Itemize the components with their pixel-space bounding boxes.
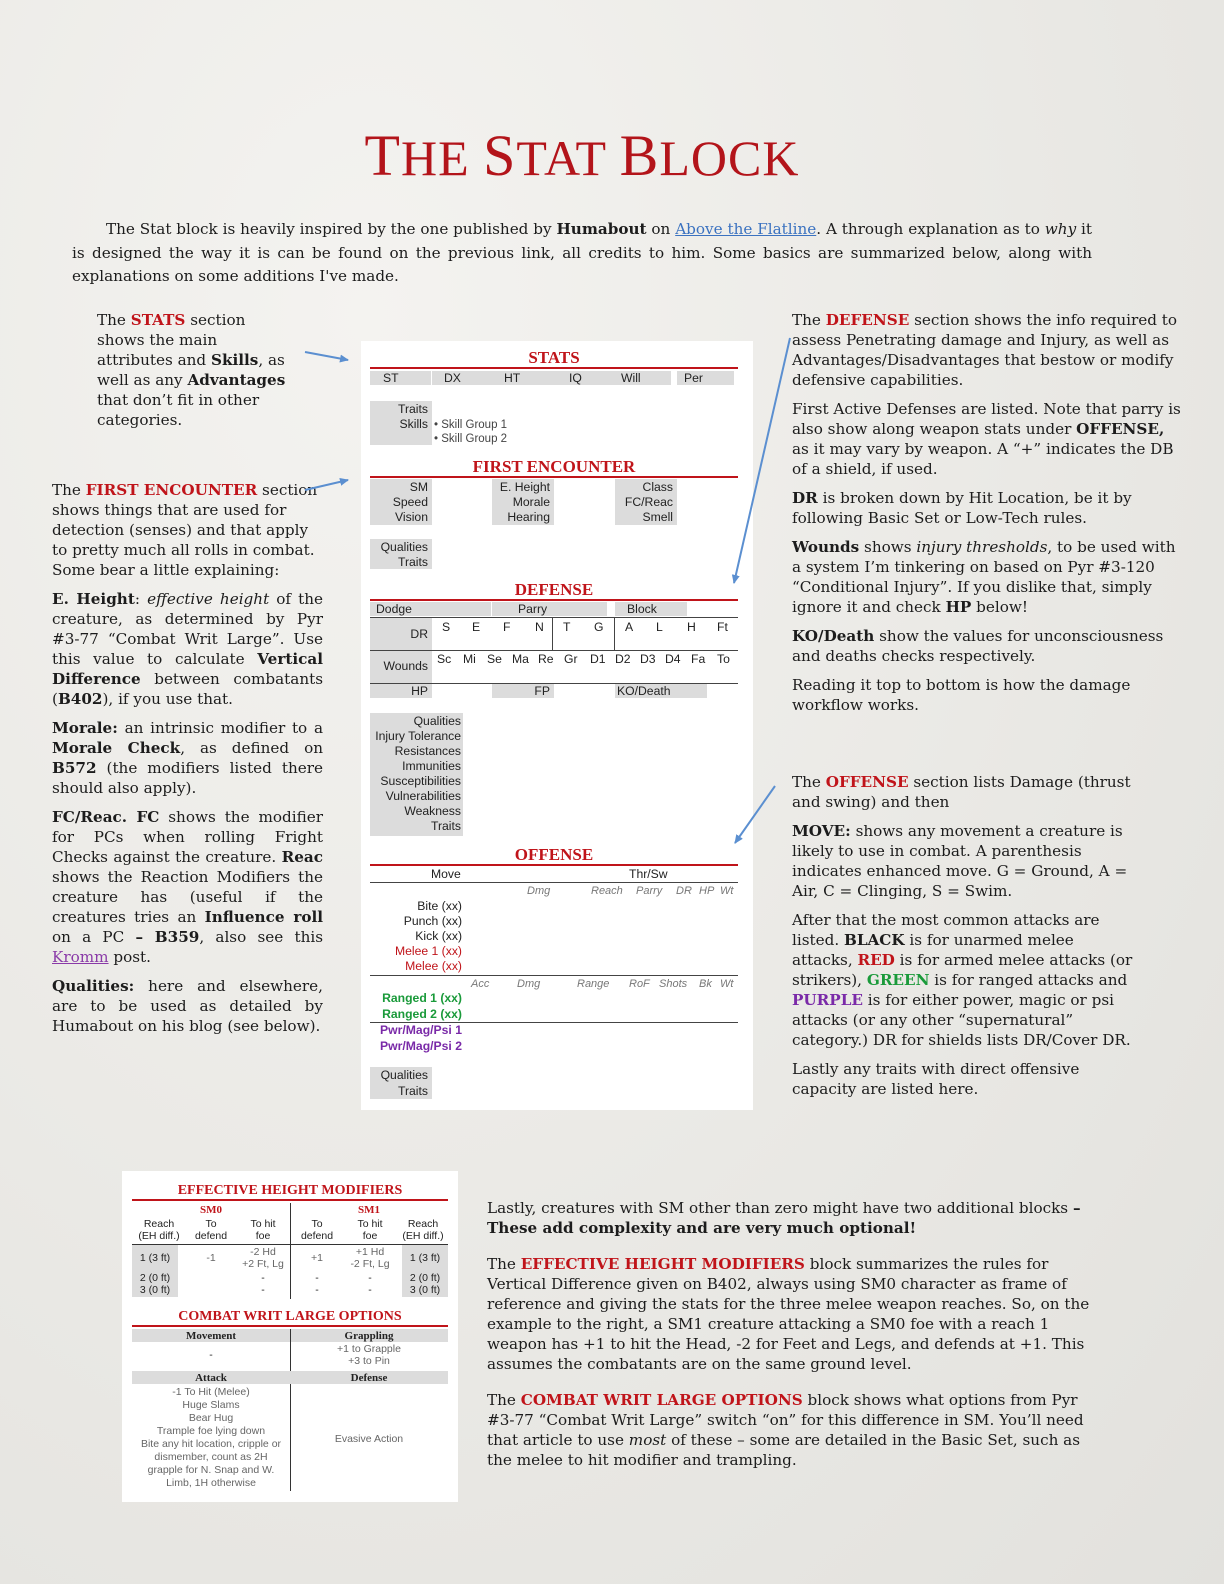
- r1-hit-b: +2 Ft, Lg: [242, 1258, 284, 1270]
- kodeath-label: KO/Death: [615, 684, 707, 698]
- skill-group-2: • Skill Group 2: [434, 433, 508, 445]
- attack-label: Attack: [195, 1372, 227, 1384]
- def-injury-tolerance: Injury Tolerance: [375, 729, 461, 743]
- eh-line: [132, 1244, 448, 1245]
- c0-defend: defend: [194, 1230, 228, 1242]
- mh-parry: Parry: [636, 885, 663, 897]
- movement-label: Movement: [185, 1330, 237, 1342]
- r1-hit1-b: -2 Ft, Lg: [350, 1258, 390, 1270]
- w-col-sc: Sc: [437, 652, 452, 666]
- defense-note: The DEFENSE section shows the info required to assess Penetrating damage and Injury, as well as Advantages/Disadvantages that bestow or modify defensive capabilities. First Active Defenses are listed. Note that parry is also show along weapon stats under OFFENSE, as it may vary by weapon. A “+” indicates the DB of a shield, if used. DR is broken down by Hit Location, be it by following Basic Set or Low-Tech rules. Wounds shows injury thresholds, to be used with a system I’m tinkering on based on Pyr #3-120 “Conditional Injury”. If you dislike that, simply ignore it and check HP below! KO/Death show the values for unconsciousness and deaths checks respectively. Reading it top to bottom is how the damage workflow works.: [792, 311, 1181, 714]
- arrow-offense: [735, 786, 775, 843]
- w-col-ma: Ma: [512, 652, 529, 666]
- arrow-defense: [734, 338, 790, 583]
- bottom-note: Lastly, creatures with SM other than zero might have two additional blocks – These add complexity and are very much optional! The EFFECTIVE HEIGHT MODIFIERS block summarizes the rules for Vertical Difference given on B402, always using SM0 character as frame of reference and giving the stats for the three melee weapon reaches. So, on the example to the right, a SM1 creature attacking a SM0 foe with a reach 1 weapon has +1 to hit the Head, -2 for Feet and Legs, and defends at +1. This assumes the combatants are on the same ground level. The COMBAT WRIT LARGE OPTIONS block shows what options from Pyr #3-77 “Combat Writ Large” switch “on” for this difference in SM. You’ll need that article to use most of these – some are detailed in the Basic Set, such as the melee to hit modifier and trampling.: [487, 1199, 1090, 1469]
- eh-heading: EFFECTIVE HEIGHT MODIFIERS: [132, 1183, 448, 1201]
- r1-hit1-a: +1 Hd: [355, 1246, 385, 1258]
- dr-col-t: T: [563, 620, 571, 634]
- offense-heading: OFFENSE: [370, 845, 738, 866]
- r1-reach1: 1 (3 ft): [409, 1252, 441, 1264]
- w-col-d1: D1: [590, 652, 606, 666]
- move-label: Move: [431, 867, 461, 881]
- off-qualities: Qualities: [380, 1068, 428, 1082]
- qualities-label: Qualities: [380, 540, 428, 554]
- stats-note: The STATS section shows the main attributes and Skills, as well as any Advantages that don’t fit in other categories.: [97, 311, 286, 429]
- r1-def1: +1: [311, 1252, 323, 1264]
- mh-dmg: Dmg: [527, 885, 551, 897]
- dr-col-l: L: [656, 620, 663, 634]
- defense-value: Evasive Action: [334, 1433, 404, 1445]
- c1-foe: foe: [362, 1230, 378, 1242]
- wounds-label: Wounds: [383, 659, 428, 673]
- c1-to: To: [311, 1218, 323, 1230]
- w-col-to: To: [717, 652, 730, 666]
- attr-per: Per: [677, 371, 734, 385]
- atk-6: dismember, count as 2H: [154, 1451, 268, 1463]
- grappling-label: Grappling: [344, 1330, 394, 1342]
- eheight-label: E. Height: [499, 480, 550, 494]
- r3-reach1: 3 (0 ft): [409, 1284, 441, 1296]
- rh-bk: Bk: [699, 978, 712, 990]
- fcreac-label: FC/Reac: [624, 495, 673, 509]
- dr-label: DR: [410, 627, 428, 641]
- skill-group-1: • Skill Group 1: [434, 419, 508, 431]
- sm0-label: SM0: [200, 1204, 222, 1216]
- c0-to: To: [205, 1218, 217, 1230]
- rh-acc: Acc: [471, 978, 490, 990]
- morale-label: Morale: [512, 495, 550, 509]
- r3-hit: -: [261, 1284, 265, 1296]
- attr-will: Will: [615, 371, 671, 385]
- w-col-se: Se: [487, 652, 502, 666]
- rh-range: Range: [577, 978, 610, 990]
- c1-tohit: To hit: [357, 1218, 383, 1230]
- r1-reach: 1 (3 ft): [139, 1252, 171, 1264]
- def-vulnerabilities: Vulnerabilities: [385, 789, 461, 803]
- atk-3: Bear Hug: [188, 1412, 234, 1424]
- mh-hp: HP: [699, 885, 715, 897]
- dr-col-f: F: [503, 620, 511, 634]
- page-title: THE STAT BLOCK: [364, 123, 800, 188]
- parry-label: Parry: [492, 602, 607, 616]
- traits-label: Traits: [397, 402, 428, 416]
- r3-reach: 3 (0 ft): [139, 1284, 171, 1296]
- c1-defend: defend: [300, 1230, 334, 1242]
- sm-label: SM: [409, 480, 428, 494]
- mh-reach: Reach: [591, 885, 623, 897]
- dr-col-ft: Ft: [717, 620, 728, 634]
- atk-1: -1 To Hit (Melee): [172, 1386, 250, 1398]
- atk-4: Trample foe lying down: [156, 1425, 266, 1437]
- defense-heading: DEFENSE: [370, 580, 738, 601]
- melee-1: Melee 1 (xx): [394, 944, 462, 958]
- melee-kick: Kick (xx): [415, 929, 462, 943]
- arrow-stats: [305, 352, 348, 360]
- atk-5: Bite any hit location, cripple or: [140, 1438, 282, 1450]
- rh-wt: Wt: [720, 978, 734, 990]
- w-col-gr: Gr: [564, 652, 578, 666]
- atk-2: Huge Slams: [182, 1399, 240, 1411]
- c0-reach: Reach: [143, 1218, 175, 1230]
- r1-hit-a: -2 Hd: [250, 1246, 276, 1258]
- c1-reach: Reach: [407, 1218, 439, 1230]
- attr-iq: IQ: [553, 371, 619, 385]
- dr-col-g: G: [594, 620, 604, 634]
- dr-col-e: E: [472, 620, 481, 634]
- smell-label: Smell: [642, 510, 673, 524]
- intro-paragraph: The Stat block is heavily inspired by the one published by Humabout on Above the Flatline. A through explanation as to why it is designed the way it is can be found on the previous link, all credits to him. Some basics are summarized below, along with explanations on some additions I've made.: [72, 220, 1092, 285]
- grapple-a: +1 to Grapple: [337, 1343, 401, 1355]
- dr-col-s: S: [442, 620, 451, 634]
- hearing-label: Hearing: [507, 510, 550, 524]
- c0-tohit: To hit: [250, 1218, 276, 1230]
- w-col-mi: Mi: [463, 652, 476, 666]
- grapple-b: +3 to Pin: [348, 1355, 390, 1367]
- melee-bite: Bite (xx): [417, 899, 462, 913]
- mh-wt: Wt: [720, 885, 734, 897]
- atk-7: grapple for N. Snap and W.: [147, 1464, 275, 1476]
- def-immunities: Immunities: [402, 759, 461, 773]
- def-weakness: Weakness: [404, 804, 461, 818]
- dr-col-a: A: [625, 620, 634, 634]
- above-the-flatline-link[interactable]: Above the Flatline: [675, 220, 817, 238]
- sm1-label: SM1: [358, 1204, 380, 1216]
- thrsw-label: Thr/Sw: [629, 867, 668, 881]
- def-qualities: Qualities: [413, 714, 461, 728]
- dr-col-n: N: [535, 620, 544, 634]
- dr-col-h: H: [687, 620, 696, 634]
- w-col-d3: D3: [640, 652, 656, 666]
- r3-hit1: -: [368, 1284, 372, 1296]
- pwr-2: Pwr/Mag/Psi 2: [380, 1039, 462, 1053]
- r1-def: -1: [206, 1252, 216, 1264]
- c1-ehdiff: (EH diff.): [402, 1230, 444, 1242]
- melee-2: Melee (xx): [405, 959, 462, 973]
- ranged-2: Ranged 2 (xx): [382, 1007, 462, 1021]
- attr-ht: HT: [492, 371, 554, 385]
- dodge-label: Dodge: [370, 602, 491, 616]
- rh-dmg: Dmg: [517, 978, 541, 990]
- r3-def1: -: [315, 1284, 319, 1296]
- atk-8: Limb, 1H otherwise: [166, 1477, 256, 1489]
- traits-label-2: Traits: [397, 555, 428, 569]
- r2-hit1: -: [368, 1272, 372, 1284]
- kromm-link[interactable]: Kromm: [52, 948, 109, 966]
- ranged-1: Ranged 1 (xx): [382, 991, 462, 1005]
- mh-dr: DR: [676, 885, 692, 897]
- rh-rof: RoF: [629, 978, 650, 990]
- r2-hit: -: [261, 1272, 265, 1284]
- cwl-heading: COMBAT WRIT LARGE OPTIONS: [132, 1309, 448, 1327]
- r2-reach: 2 (0 ft): [139, 1272, 171, 1284]
- attr-dx: DX: [432, 371, 492, 385]
- w-col-d2: D2: [615, 652, 631, 666]
- attr-st: ST: [370, 371, 431, 385]
- class-label: Class: [642, 480, 673, 494]
- off-traits: Traits: [397, 1084, 428, 1098]
- r2-reach1: 2 (0 ft): [409, 1272, 441, 1284]
- pwr-1: Pwr/Mag/Psi 1: [380, 1023, 462, 1037]
- def-resistances: Resistances: [394, 744, 461, 758]
- rh-shots: Shots: [659, 978, 688, 990]
- arrow-first-encounter: [305, 480, 348, 490]
- speed-label: Speed: [392, 495, 428, 509]
- first-encounter-heading: FIRST ENCOUNTER: [370, 457, 738, 478]
- stats-heading: STATS: [370, 348, 738, 369]
- c0-ehdiff: (EH diff.): [138, 1230, 180, 1242]
- def-traits: Traits: [430, 819, 461, 833]
- vision-label: Vision: [395, 510, 428, 524]
- movement-value: -: [209, 1349, 213, 1361]
- block-label: Block: [615, 602, 687, 616]
- defense-label: Defense: [350, 1372, 388, 1384]
- melee-punch: Punch (xx): [403, 914, 462, 928]
- c0-foe: foe: [255, 1230, 271, 1242]
- w-col-fa: Fa: [691, 652, 706, 666]
- w-col-d4: D4: [665, 652, 681, 666]
- r2-def1: -: [315, 1272, 319, 1284]
- offense-note: The OFFENSE section lists Damage (thrust and swing) and then MOVE: shows any movement a creature is likely to use in combat. A parenthesis indicates enhanced move. G = Ground, A = Air, C = Clinging, S = Swim. After that the most common attacks are listed. BLACK is for unarmed melee attacks, RED is for armed melee attacks (or strikers), GREEN is for ranged attacks and PURPLE is for either power, magic or psi attacks (or any other “supernatural” category.) DR for shields lists DR/Cover DR. Lastly any traits with direct offensive capacity are listed here.: [792, 773, 1133, 1098]
- w-col-re: Re: [538, 652, 554, 666]
- fp-label: FP: [492, 684, 554, 698]
- height-modifiers-figure: [122, 1171, 458, 1502]
- def-susceptibilities: Susceptibilities: [380, 774, 461, 788]
- hp-label: HP: [370, 684, 432, 698]
- skills-label: Skills: [399, 417, 428, 431]
- first-encounter-note: The FIRST ENCOUNTER section shows things that are used for detection (senses) and that apply to pretty much all rolls in combat. Some bear a little explaining: E. Height: effective height of the creature, as determined by Pyr #3-77 “Combat Writ Large”. Use this value to calculate Vertical Difference between combatants (B402), if you use that. Morale: an intrinsic modifier to a Morale Check, as defined on B572 (the modifiers listed there should also apply). FC/Reac. FC shows the modifier for PCs when rolling Fright Checks against the creature. Reac shows the Reaction Modifiers the creature has (useful if the creatures tries an Influence roll on a PC – B359, also see this Kromm post. Qualities: here and elsewhere, are to be used as detailed by Humabout on his blog (see below).: [52, 481, 324, 1035]
